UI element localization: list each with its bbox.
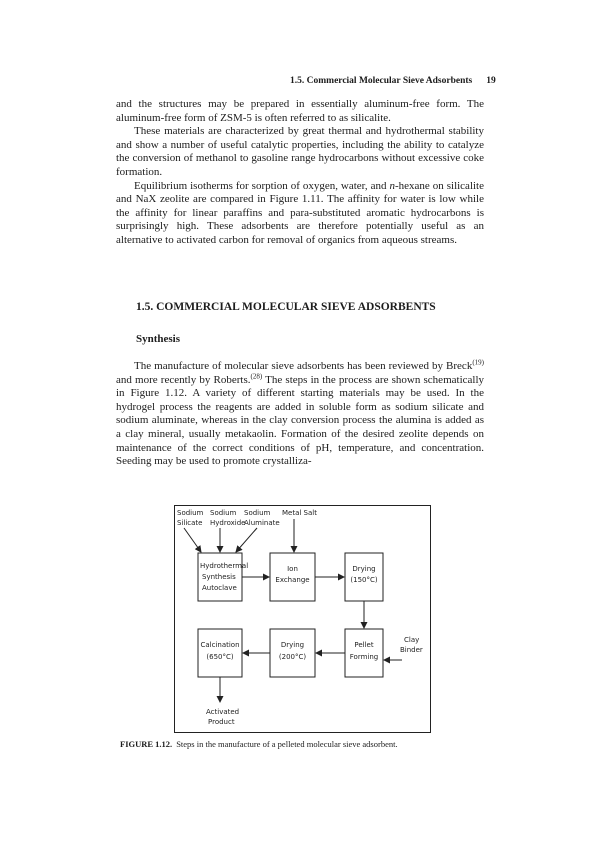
- paragraph-text: Equilibrium isotherms for sorption of oxygen, water, and: [134, 179, 390, 192]
- input-label-sodium-aluminate-1: Sodium: [244, 509, 271, 517]
- output-label: Product: [208, 718, 235, 726]
- paragraph: [116, 360, 484, 469]
- paragraph-text: and more recently by Roberts.: [116, 373, 251, 386]
- running-title: 1.5. Commercial Molecular Sieve Adsorbents: [290, 76, 473, 86]
- input-label-sodium-hydroxide-2: Hydroxide: [210, 519, 246, 527]
- paragraph: [116, 180, 484, 248]
- box-label: Ion: [287, 565, 298, 573]
- box-label: (200°C): [278, 653, 307, 661]
- paragraph: These materials are characterized by great thermal and hydrothermal stability and show a number of useful catalytic properties, including the ability to catalyze the conversion of methanol to gasoline range hydrocarbons without excessive coke formation.: [116, 125, 484, 178]
- running-header: [290, 76, 496, 86]
- italic-n: n: [389, 179, 395, 192]
- box-label: Hydrothermal: [200, 562, 249, 570]
- paragraph-text: -hexane on silicalite and NaX zeolite are compared in Figure 1.11. The affinity for water is low while the affinity for linear paraffins and para-substituted aromatic hydrocarbons is surprisingly high. These adsorbents are therefore potentially useful as an alternative to activated carbon for removal of organics from aqueous streams.: [116, 179, 484, 246]
- caption-text: Steps in the manufacture of a pelleted molecular sieve adsorbent.: [176, 739, 398, 749]
- input-label-sodium-silicate-2: Silicate: [177, 519, 203, 527]
- box-label: (150°C): [350, 576, 378, 584]
- box-label: Exchange: [275, 576, 310, 584]
- figure-frame: [175, 506, 431, 733]
- figure-caption: [120, 739, 500, 749]
- arrow-silicate: [184, 528, 201, 552]
- citation-ref: (19): [472, 358, 484, 367]
- box-label: Calcination: [200, 641, 240, 649]
- citation-ref: (28): [250, 371, 263, 380]
- box-label: Drying: [352, 565, 376, 573]
- box-label: Pellet: [354, 641, 374, 649]
- output-label: Activated: [206, 708, 240, 716]
- box-label: Forming: [349, 653, 379, 661]
- input-label-sodium-silicate-1: Sodium: [177, 509, 204, 517]
- section-heading: 1.5. COMMERCIAL MOLECULAR SIEVE ADSORBENTS: [136, 301, 436, 313]
- clay-binder-label: Binder: [400, 646, 423, 654]
- clay-binder-label: Clay: [404, 636, 420, 644]
- box-label: Drying: [280, 641, 305, 649]
- page-number: 19: [486, 76, 496, 86]
- caption-label: FIGURE 1.12.: [120, 739, 173, 749]
- body-text-top: [116, 98, 484, 248]
- input-label-metal-salt: Metal Salt: [282, 509, 317, 517]
- box-label: (650°C): [206, 653, 234, 661]
- box-label: Autoclave: [202, 584, 237, 592]
- body-text-synthesis: [116, 360, 484, 469]
- flow-diagram: [174, 505, 431, 733]
- process-flow-figure: [174, 505, 431, 733]
- arrow-aluminate: [236, 528, 257, 552]
- paragraph: and the structures may be prepared in essentially aluminum-free form. The aluminum-free form of ZSM-5 is often referred to as silicalite.: [116, 98, 484, 124]
- subheading: Synthesis: [136, 333, 181, 345]
- paragraph-text: The steps in the process are shown schematically in Figure 1.12. A variety of different starting materials may be used. In the hydrogel process the reagents are added in soluble form as sodium silicate and sodium aluminate, whereas in the clay conversion process the alumina is added as a clay mineral, usually metakaolin. Formation of the desired zeolite depends on maintenance of the correct conditions of pH, temperature, and concentration. Seeding may be used to promote crystalliza-: [116, 373, 484, 468]
- box-label: Synthesis: [202, 573, 236, 581]
- input-label-sodium-aluminate-2: Aluminate: [244, 519, 280, 527]
- paragraph-text: The manufacture of molecular sieve adsorbents has been reviewed by Breck: [134, 360, 473, 372]
- input-label-sodium-hydroxide-1: Sodium: [210, 509, 237, 517]
